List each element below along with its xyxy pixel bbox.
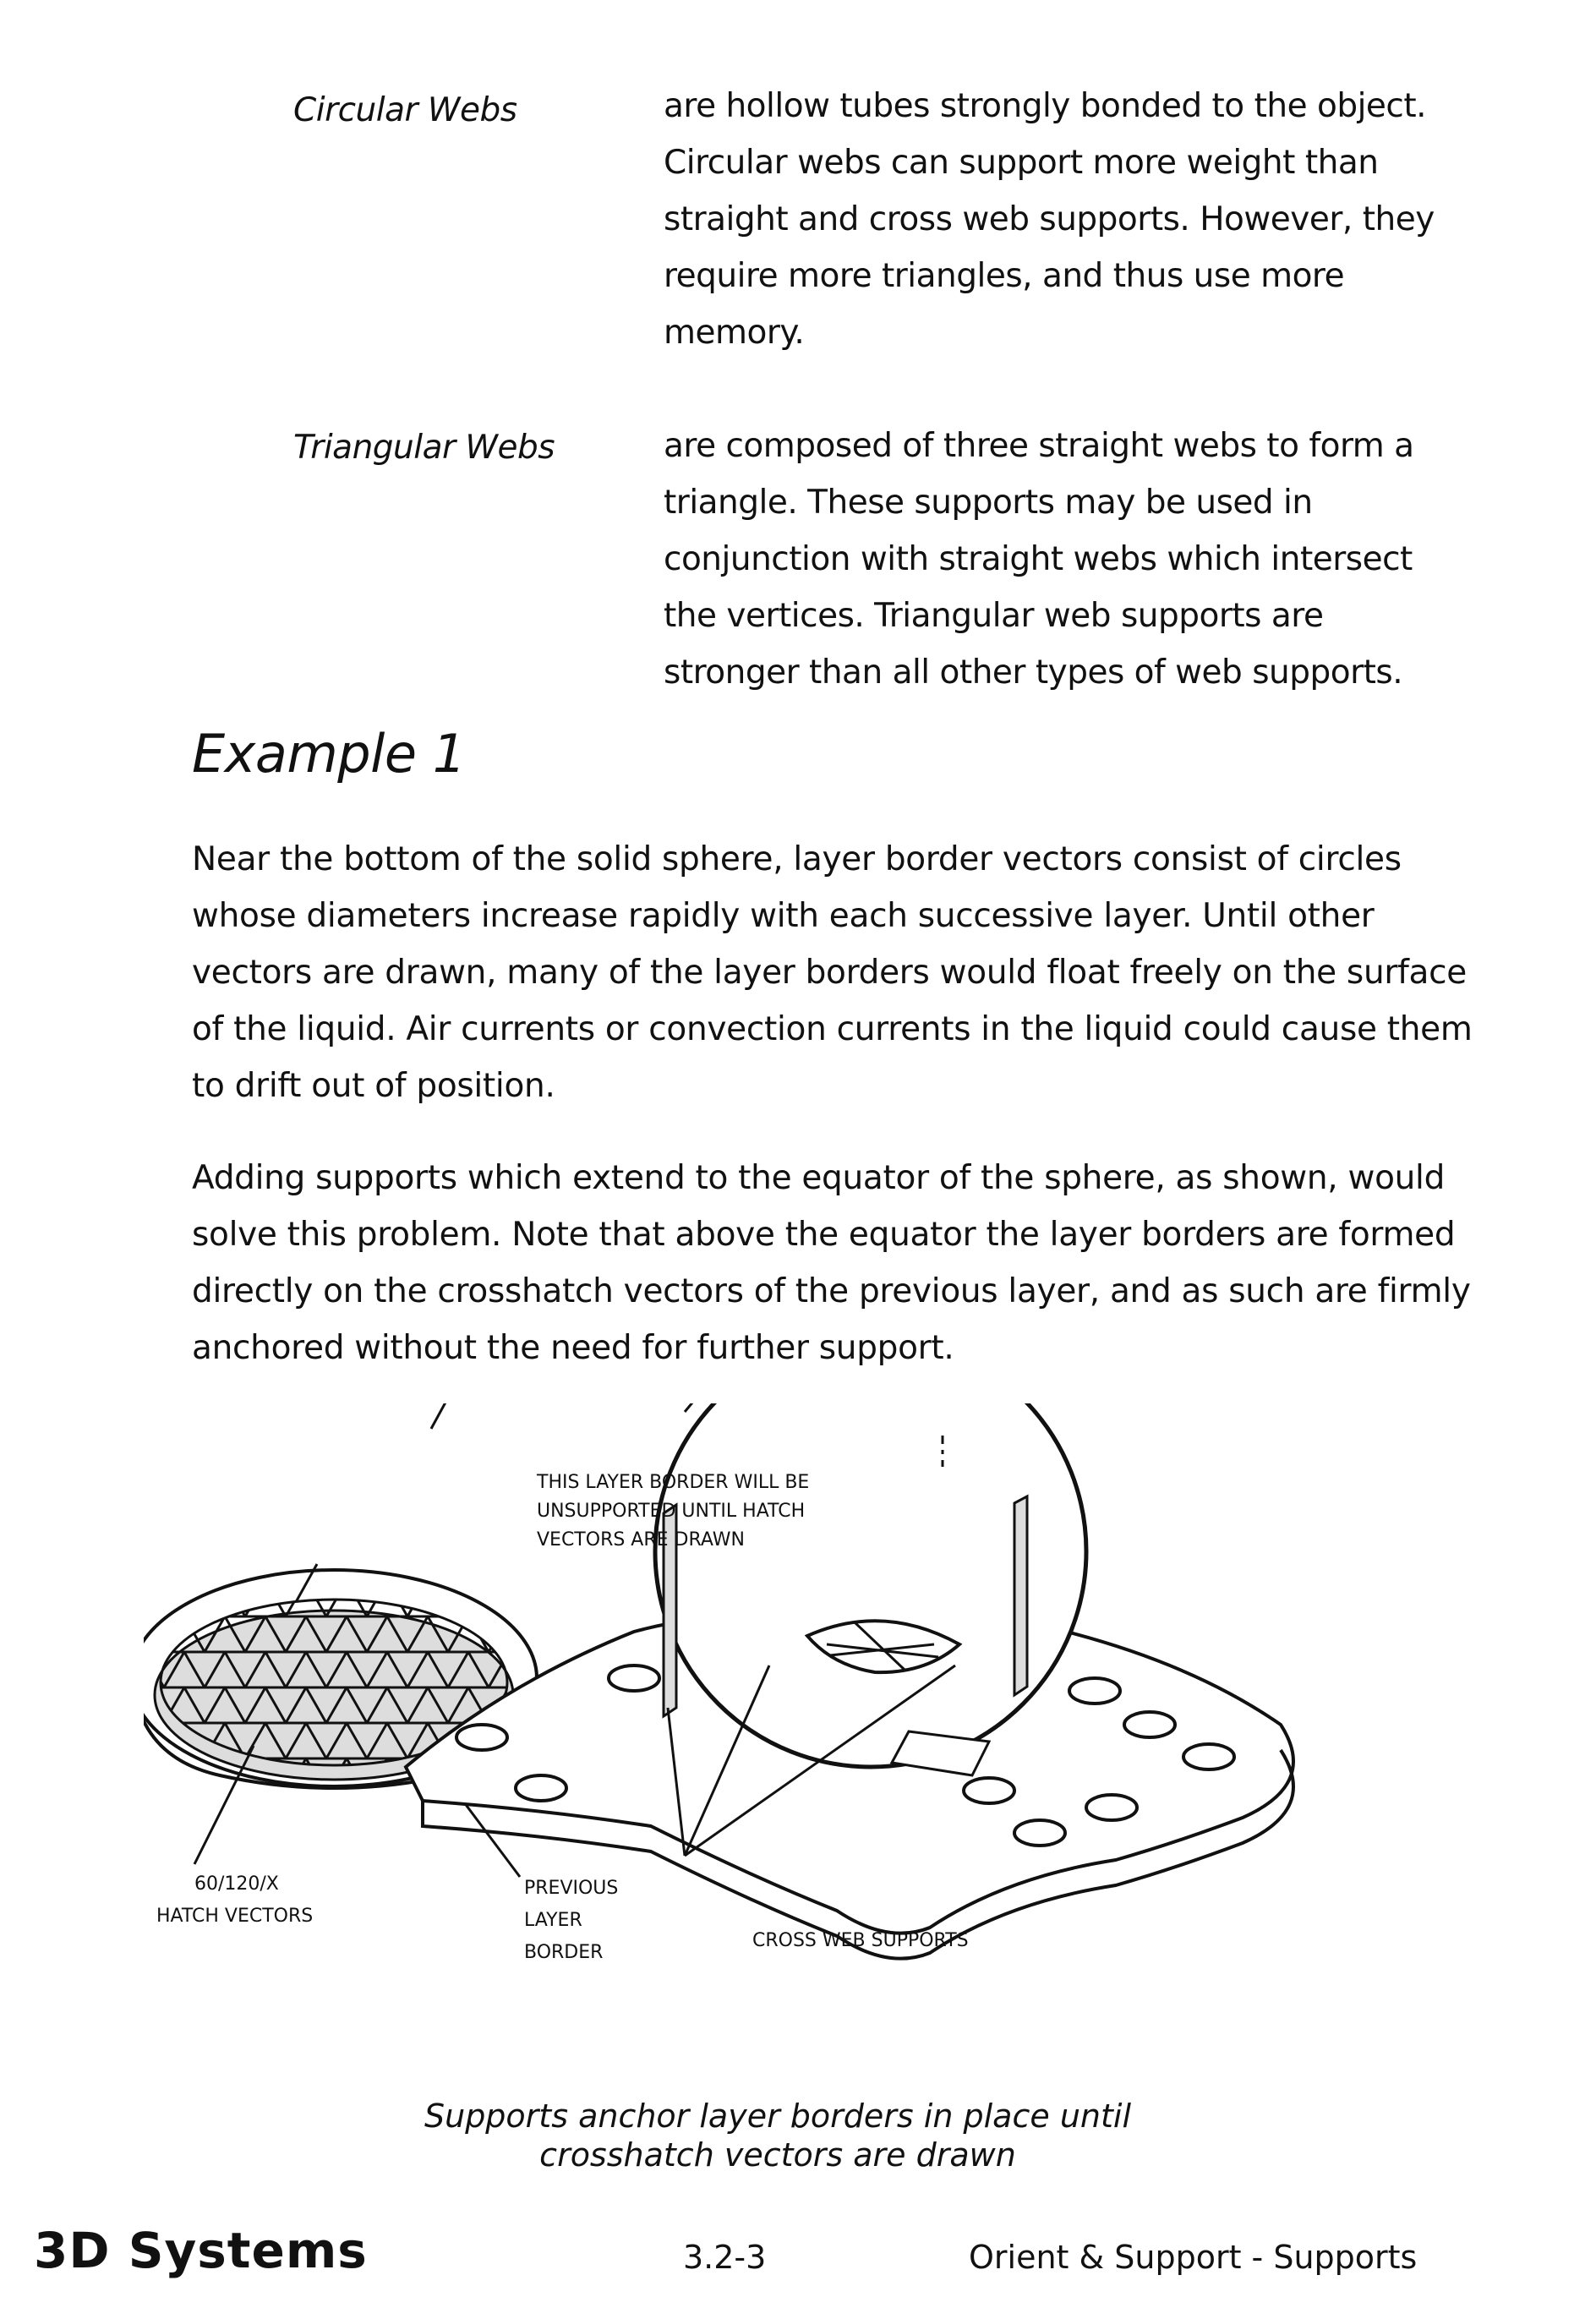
platform-hole bbox=[609, 1665, 659, 1691]
label-previous-border: PREVIOUS LAYER BORDER bbox=[524, 1878, 624, 1963]
label-unsupported-border: THIS LAYER BORDER WILL BE UNSUPPORTED UNTIL HATCH VECTORS ARE DRAWN bbox=[536, 1472, 815, 1551]
callout-line bbox=[431, 1403, 456, 1429]
footer-brand: 3D Systems bbox=[34, 2222, 368, 2279]
definition-triangular-webs bbox=[664, 418, 1560, 701]
definition-line: are hollow tubes strongly bonded to the object. bbox=[664, 78, 1560, 134]
page-number: 3.2-3 bbox=[683, 2239, 766, 2276]
section-heading: Example 1 bbox=[192, 723, 466, 785]
platform-hole bbox=[964, 1778, 1014, 1803]
caption-line: Supports anchor layer borders in place until bbox=[279, 2097, 1276, 2136]
platform-hole bbox=[516, 1775, 566, 1801]
platform-hole bbox=[1086, 1795, 1137, 1820]
support-illustration bbox=[144, 1403, 1496, 2080]
definition-line: the vertices. Triangular web supports are bbox=[664, 588, 1560, 644]
definition-line: are composed of three straight webs to form a bbox=[664, 418, 1560, 474]
figure-caption bbox=[279, 2097, 1276, 2174]
platform-hole bbox=[1183, 1744, 1234, 1769]
definition-line: Circular webs can support more weight than bbox=[664, 134, 1560, 191]
footer-section-title: Orient & Support - Supports bbox=[969, 2239, 1417, 2276]
definition-line: conjunction with straight webs which intersect bbox=[664, 531, 1560, 588]
definition-line: require more triangles, and thus use more bbox=[664, 248, 1560, 304]
example-paragraph-2: Adding supports which extend to the equator of the sphere, as shown, would solve this problem. Note that above the equator the layer borders are formed directly on the crosshatch vectors of the previous layer, and as such are firmly anchored without the need for further support. bbox=[192, 1150, 1494, 1376]
definition-line: memory. bbox=[664, 304, 1560, 361]
term-circular-webs: Circular Webs bbox=[293, 91, 517, 129]
example-paragraph-1: Near the bottom of the solid sphere, layer border vectors consist of circles whose diameters increase rapidly with each successive layer. Until other vectors are drawn, many of the layer borders would float freely on the surface of the liquid. Air currents or convection currents in the liquid could cause them to drift out of position. bbox=[192, 831, 1494, 1114]
label-cross-web-supports: CROSS WEB SUPPORTS bbox=[752, 1930, 969, 1951]
definition-line: triangle. These supports may be used in bbox=[664, 474, 1560, 531]
definition-line: stronger than all other types of web supports. bbox=[664, 644, 1560, 701]
platform-hole bbox=[1069, 1678, 1120, 1704]
definition-circular-webs bbox=[664, 78, 1560, 361]
definition-line: straight and cross web supports. However, they bbox=[664, 191, 1560, 248]
platform-hole bbox=[1014, 1820, 1065, 1846]
platform-hole bbox=[1124, 1712, 1175, 1737]
platform-hole bbox=[456, 1725, 507, 1750]
term-triangular-webs: Triangular Webs bbox=[293, 429, 555, 467]
caption-line: crosshatch vectors are drawn bbox=[279, 2136, 1276, 2174]
label-hatch-vectors: 60/120/X HATCH VECTORS bbox=[156, 1873, 313, 1927]
